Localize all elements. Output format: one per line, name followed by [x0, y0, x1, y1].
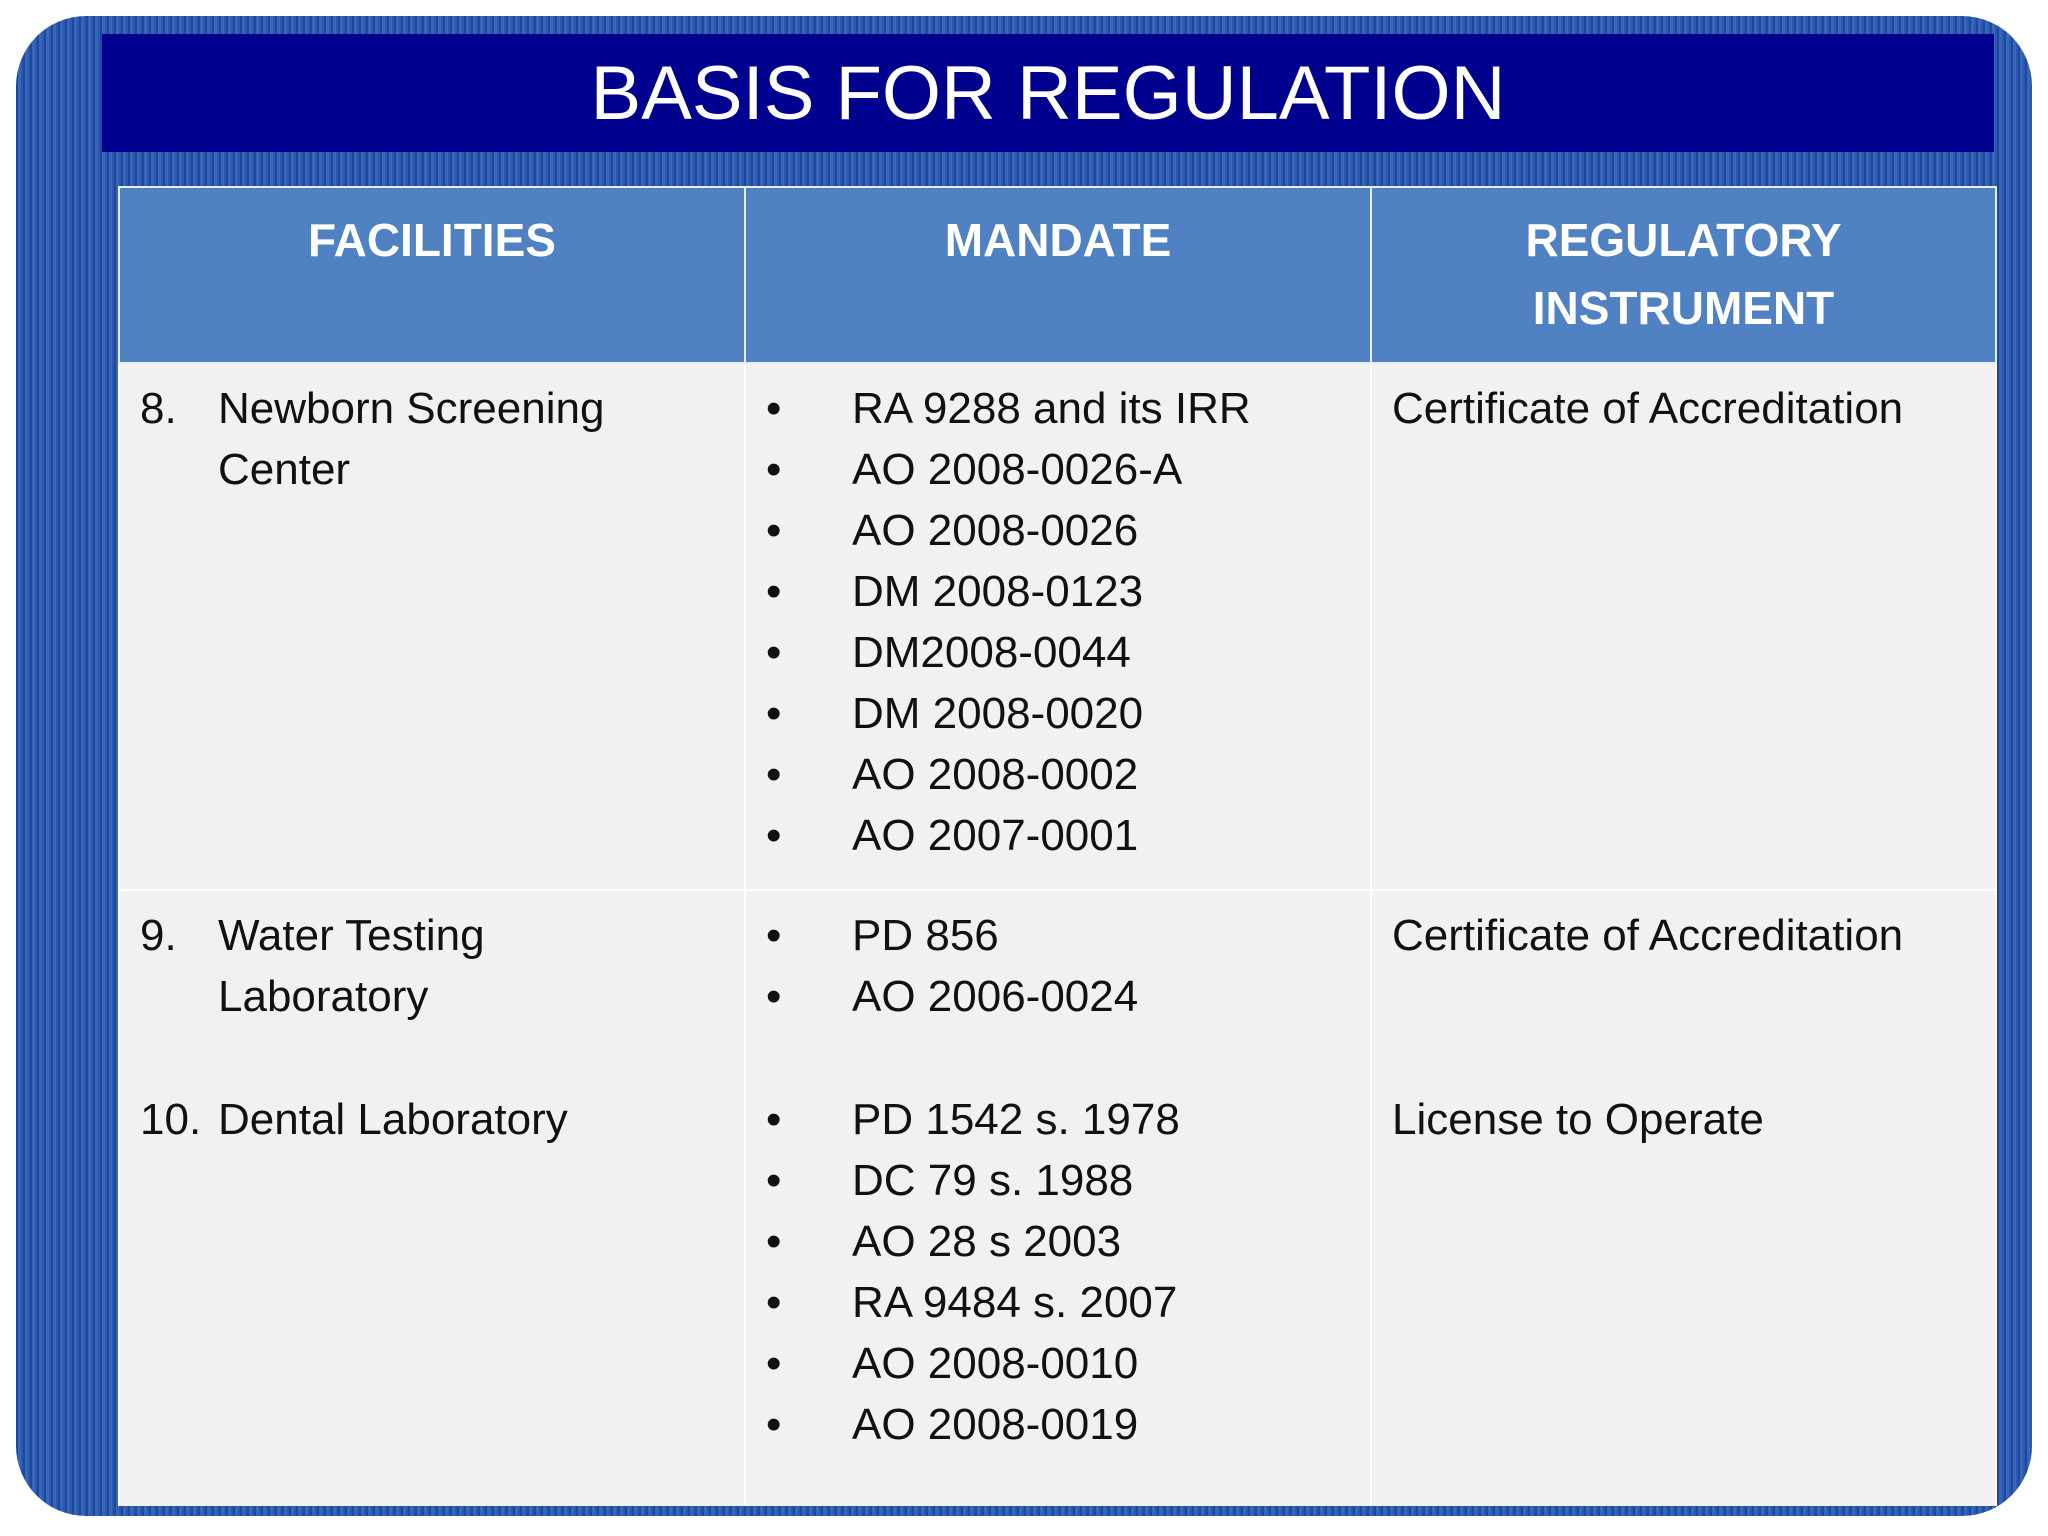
list-item: • RA 9288 and its IRR	[766, 378, 1370, 439]
list-item: • DC 79 s. 1988	[766, 1150, 1370, 1211]
facility-number: 8.	[140, 384, 177, 433]
list-item: • AO 2007-0001	[766, 805, 1370, 866]
list-item: • AO 2008-0026-A	[766, 439, 1370, 500]
bullet-icon: •	[766, 689, 782, 738]
page-title: BASIS FOR REGULATION	[590, 50, 1506, 136]
facility-entry	[120, 891, 744, 1027]
bullet-icon: •	[766, 1156, 782, 1205]
header-facilities: FACILITIES	[119, 187, 745, 363]
title-bar	[102, 34, 1994, 152]
list-item: • AO 2008-0002	[766, 744, 1370, 805]
bullet-icon: •	[766, 750, 782, 799]
bullet-icon: •	[766, 445, 782, 494]
instrument-cell	[1371, 890, 1996, 1075]
regulatory-instrument: Certificate of Accreditation	[1392, 384, 1904, 433]
header-regulatory-instrument	[1371, 187, 1996, 363]
mandate-cell	[745, 363, 1371, 890]
regulatory-instrument: License to Operate	[1392, 1095, 1764, 1144]
bullet-icon: •	[766, 1339, 782, 1388]
header-instrument-line-1: REGULATORY	[1525, 214, 1842, 266]
list-item: • AO 2006-0024	[766, 966, 1370, 1027]
table-header-row	[119, 187, 1996, 363]
list-item: • AO 2008-0026	[766, 500, 1370, 561]
header-instrument-line-2: INSTRUMENT	[1532, 282, 1835, 334]
facility-entry	[120, 364, 744, 500]
slide	[16, 16, 2032, 1516]
list-item: • PD 1542 s. 1978	[766, 1089, 1370, 1150]
mandate-list	[746, 891, 1370, 1027]
table-row	[119, 363, 1996, 890]
regulation-table	[118, 186, 1997, 1506]
bullet-icon: •	[766, 384, 782, 433]
list-item: • PD 856	[766, 905, 1370, 966]
list-item: • RA 9484 s. 2007	[766, 1272, 1370, 1333]
bullet-icon: •	[766, 567, 782, 616]
bullet-icon: •	[766, 911, 782, 960]
facility-number: 9.	[140, 911, 177, 960]
table-row	[119, 1075, 1996, 1506]
bullet-icon: •	[766, 811, 782, 860]
facility-number: 10.	[140, 1095, 202, 1144]
mandate-cell	[745, 1075, 1371, 1506]
bullet-icon: •	[766, 972, 782, 1021]
bullet-icon: •	[766, 506, 782, 555]
header-mandate: MANDATE	[745, 187, 1371, 363]
list-item: • DM2008-0044	[766, 622, 1370, 683]
bullet-icon: •	[766, 628, 782, 677]
bullet-icon: •	[766, 1095, 782, 1144]
mandate-cell	[745, 890, 1371, 1075]
table-row	[119, 890, 1996, 1075]
facility-name: Water Testing Laboratory	[218, 911, 485, 1021]
list-item: • AO 2008-0010	[766, 1333, 1370, 1394]
facility-name: Dental Laboratory	[218, 1095, 568, 1144]
list-item: • DM 2008-0123	[766, 561, 1370, 622]
mandate-list	[746, 1075, 1370, 1455]
list-item: • AO 28 s 2003	[766, 1211, 1370, 1272]
instrument-cell	[1371, 363, 1996, 890]
instrument-cell	[1371, 1075, 1996, 1506]
bullet-icon: •	[766, 1217, 782, 1266]
regulatory-instrument: Certificate of Accreditation	[1392, 911, 1904, 960]
facility-cell	[119, 890, 745, 1075]
mandate-list	[746, 364, 1370, 866]
list-item: • AO 2008-0019	[766, 1394, 1370, 1455]
facility-name: Newborn Screening Center	[218, 384, 605, 494]
list-item: • DM 2008-0020	[766, 683, 1370, 744]
facility-entry	[120, 1075, 744, 1150]
bullet-icon: •	[766, 1400, 782, 1449]
facility-cell	[119, 1075, 745, 1506]
facility-cell	[119, 363, 745, 890]
bullet-icon: •	[766, 1278, 782, 1327]
